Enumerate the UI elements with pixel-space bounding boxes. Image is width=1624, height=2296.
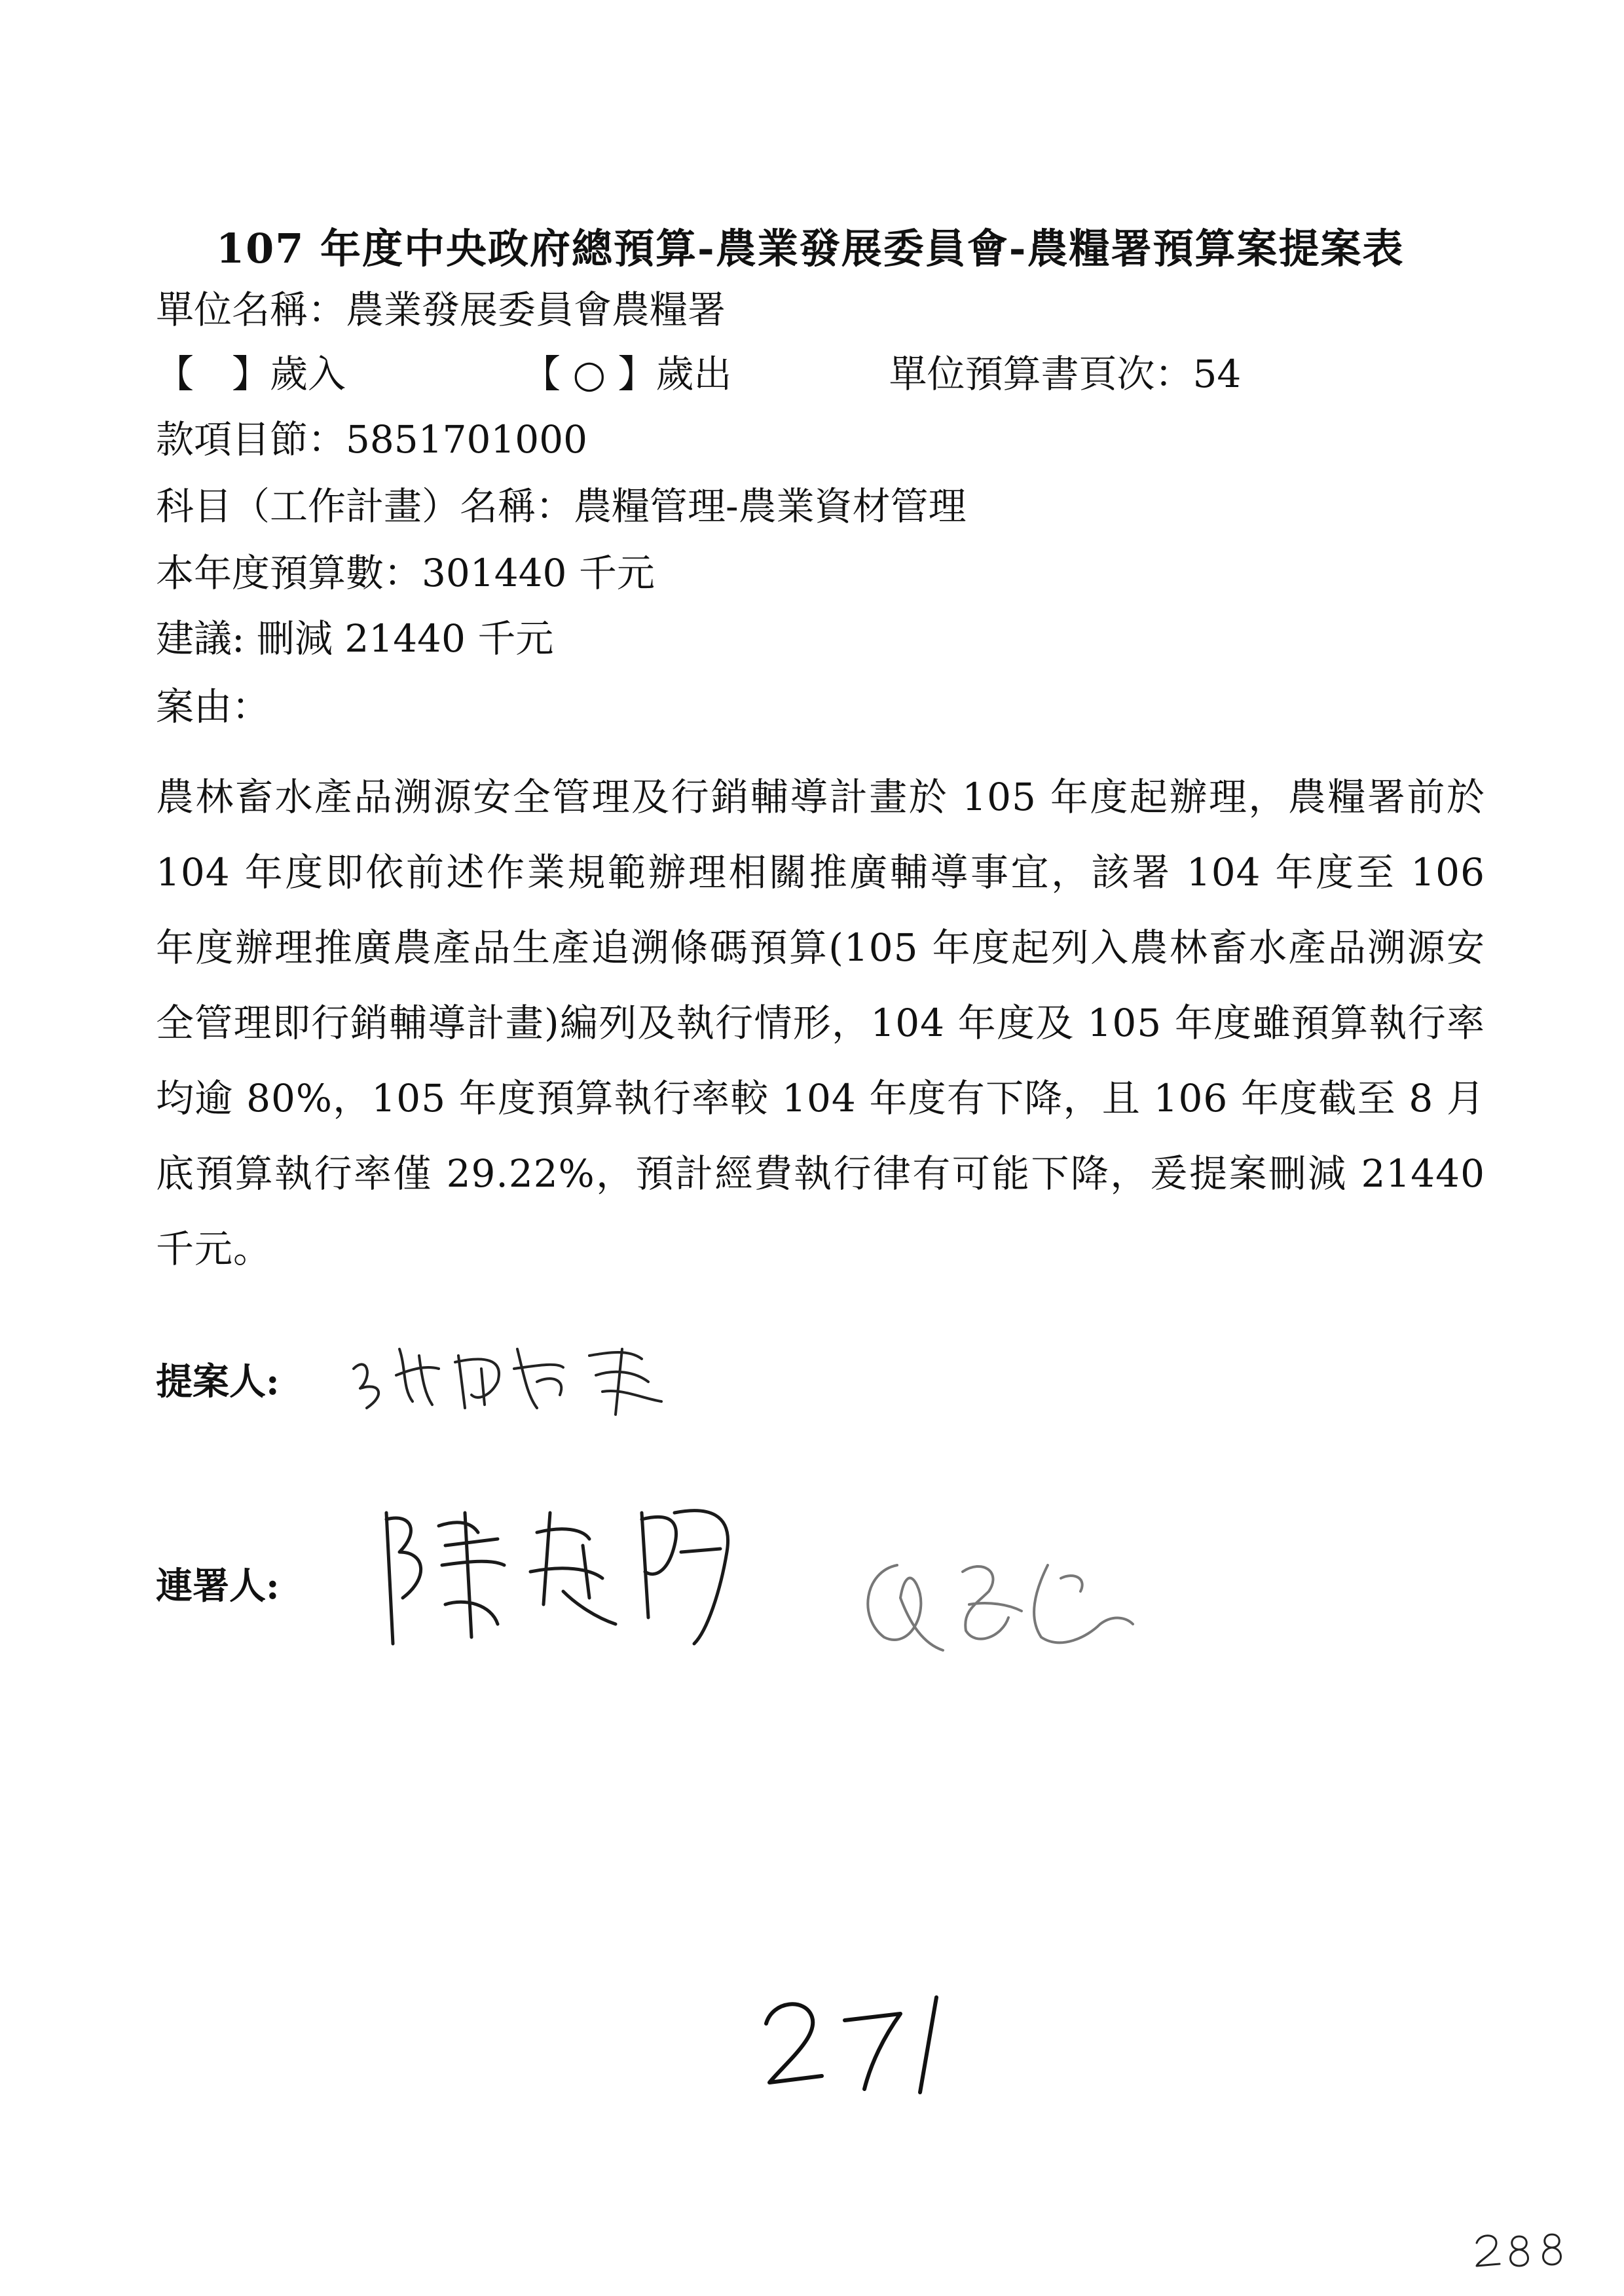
reason-label: 案由： [156, 684, 270, 729]
handwritten-number [760, 1991, 956, 2098]
account-code: 款項目節：5851701000 [156, 417, 588, 462]
proposer-label: 提案人: [156, 1360, 280, 1403]
budget-page-ref: 單位預算書頁次：54 [889, 352, 1242, 396]
proposer-signature [341, 1329, 681, 1421]
page-number [1473, 2227, 1572, 2275]
subject-name: 科目（工作計畫）名稱：農糧管理-農業資材管理 [156, 484, 967, 528]
cosigner-label: 連署人: [156, 1565, 280, 1608]
cosigner-signature-1 [367, 1473, 773, 1670]
expenditure-checkbox: 【 ○ 】歲出 [523, 352, 732, 396]
revenue-checkbox: 【 】歲入 [156, 352, 346, 396]
budget-amount: 本年度預算數：301440 千元 [156, 551, 655, 595]
document-title: 107 年度中央政府總預算-農業發展委員會-農糧署預算案提案表 [216, 225, 1405, 272]
category-row [156, 351, 1241, 397]
reason-text: 農林畜水產品溯源安全管理及行銷輔導計畫於 105 年度起辦理，農糧署前於 104 年度即依前述作業規範辦理相關推廣輔導事宜，該署 104 年度至 106 年度辦理推廣農產品生產追溯條碼預算(105 年度起列入農林畜水產品溯源安全管理即行銷輔導計畫)編列及執行情形，104 年度及 105 年度雖預算執行率均逾 80%，105 年度預算執行率較 104 年度有下降，且 106 年度截至 8 月底預算執行率僅 29.22%，預計經費執行律有可能下降，爰提案刪減 21440 千元。 [156, 775, 1485, 1271]
unit-name: 單位名稱：農業發展委員會農糧署 [156, 287, 726, 332]
cosigner-signature-2 [851, 1539, 1139, 1670]
suggestion: 建議: 刪減 21440 千元 [156, 616, 554, 661]
